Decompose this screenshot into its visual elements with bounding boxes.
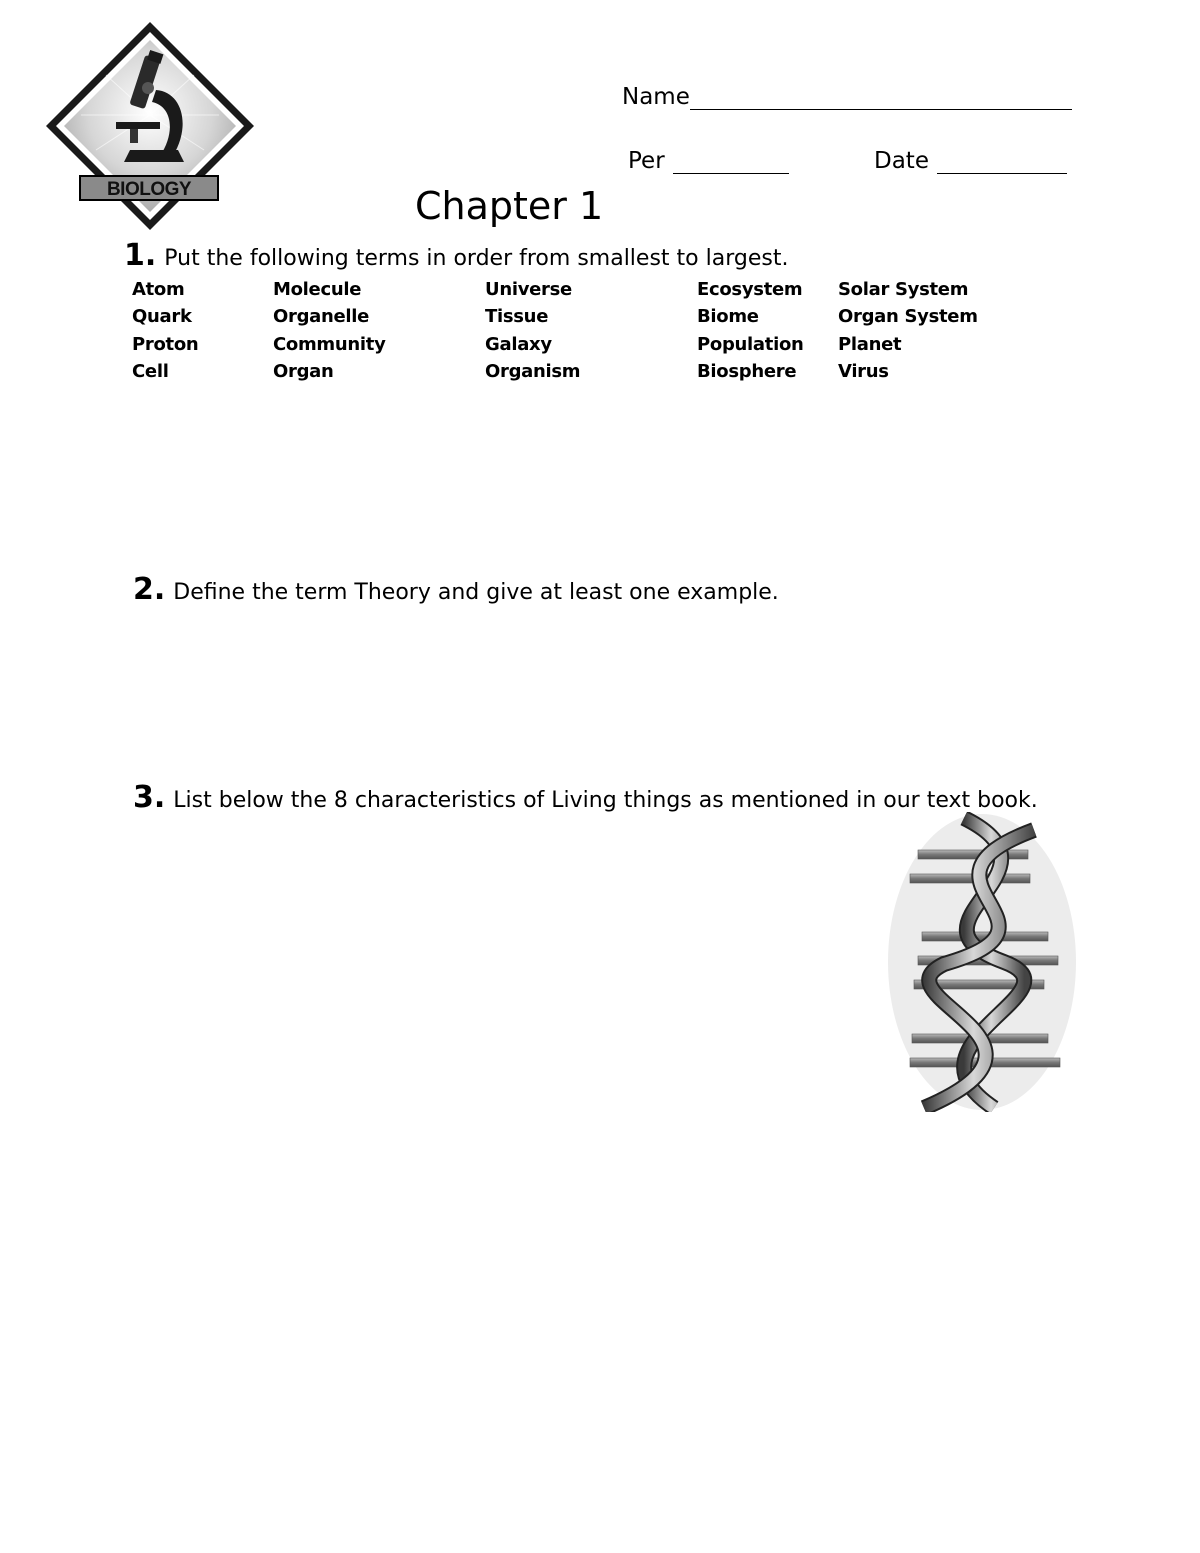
question-number: 2. — [133, 572, 166, 607]
name-blank-line[interactable] — [690, 89, 1072, 110]
question-number: 3. — [133, 780, 166, 815]
biology-logo — [44, 20, 256, 232]
question-3 — [133, 780, 1038, 815]
term-item: Tissue — [485, 306, 549, 327]
question-number: 1. — [124, 238, 157, 273]
term-item: Organelle — [273, 306, 370, 327]
term-item: Cell — [132, 361, 169, 382]
term-item: Molecule — [273, 279, 362, 300]
term-item: Organ System — [838, 306, 978, 327]
page-title: Chapter 1 — [415, 184, 604, 228]
term-item: Organ — [273, 361, 334, 382]
logo-text: BIOLOGY — [106, 179, 192, 200]
name-label: Name — [622, 84, 690, 110]
term-item: Organism — [485, 361, 581, 382]
date-field[interactable] — [874, 148, 1067, 174]
question-2 — [133, 572, 779, 607]
term-item: Biosphere — [697, 361, 797, 382]
dna-helix-icon — [884, 812, 1080, 1112]
term-item: Population — [697, 334, 804, 355]
term-item: Galaxy — [485, 334, 552, 355]
term-item: Planet — [838, 334, 902, 355]
term-item: Solar System — [838, 279, 969, 300]
question-text: Put the following terms in order from smallest to largest. — [164, 246, 789, 271]
term-item: Atom — [132, 279, 185, 300]
term-item: Biome — [697, 306, 759, 327]
term-item: Ecosystem — [697, 279, 803, 300]
term-item: Quark — [132, 306, 192, 327]
term-item: Proton — [132, 334, 199, 355]
term-item: Community — [273, 334, 386, 355]
term-item: Virus — [838, 361, 889, 382]
question-text: Define the term Theory and give at least one example. — [173, 580, 779, 605]
period-field[interactable] — [628, 148, 789, 174]
term-item: Universe — [485, 279, 572, 300]
period-blank-line[interactable] — [673, 153, 789, 174]
question-text: List below the 8 characteristics of Living things as mentioned in our text book. — [173, 788, 1038, 813]
date-label: Date — [874, 148, 929, 174]
name-field[interactable] — [622, 84, 1072, 110]
question-1 — [124, 238, 788, 273]
period-label: Per — [628, 148, 665, 174]
date-blank-line[interactable] — [937, 153, 1067, 174]
